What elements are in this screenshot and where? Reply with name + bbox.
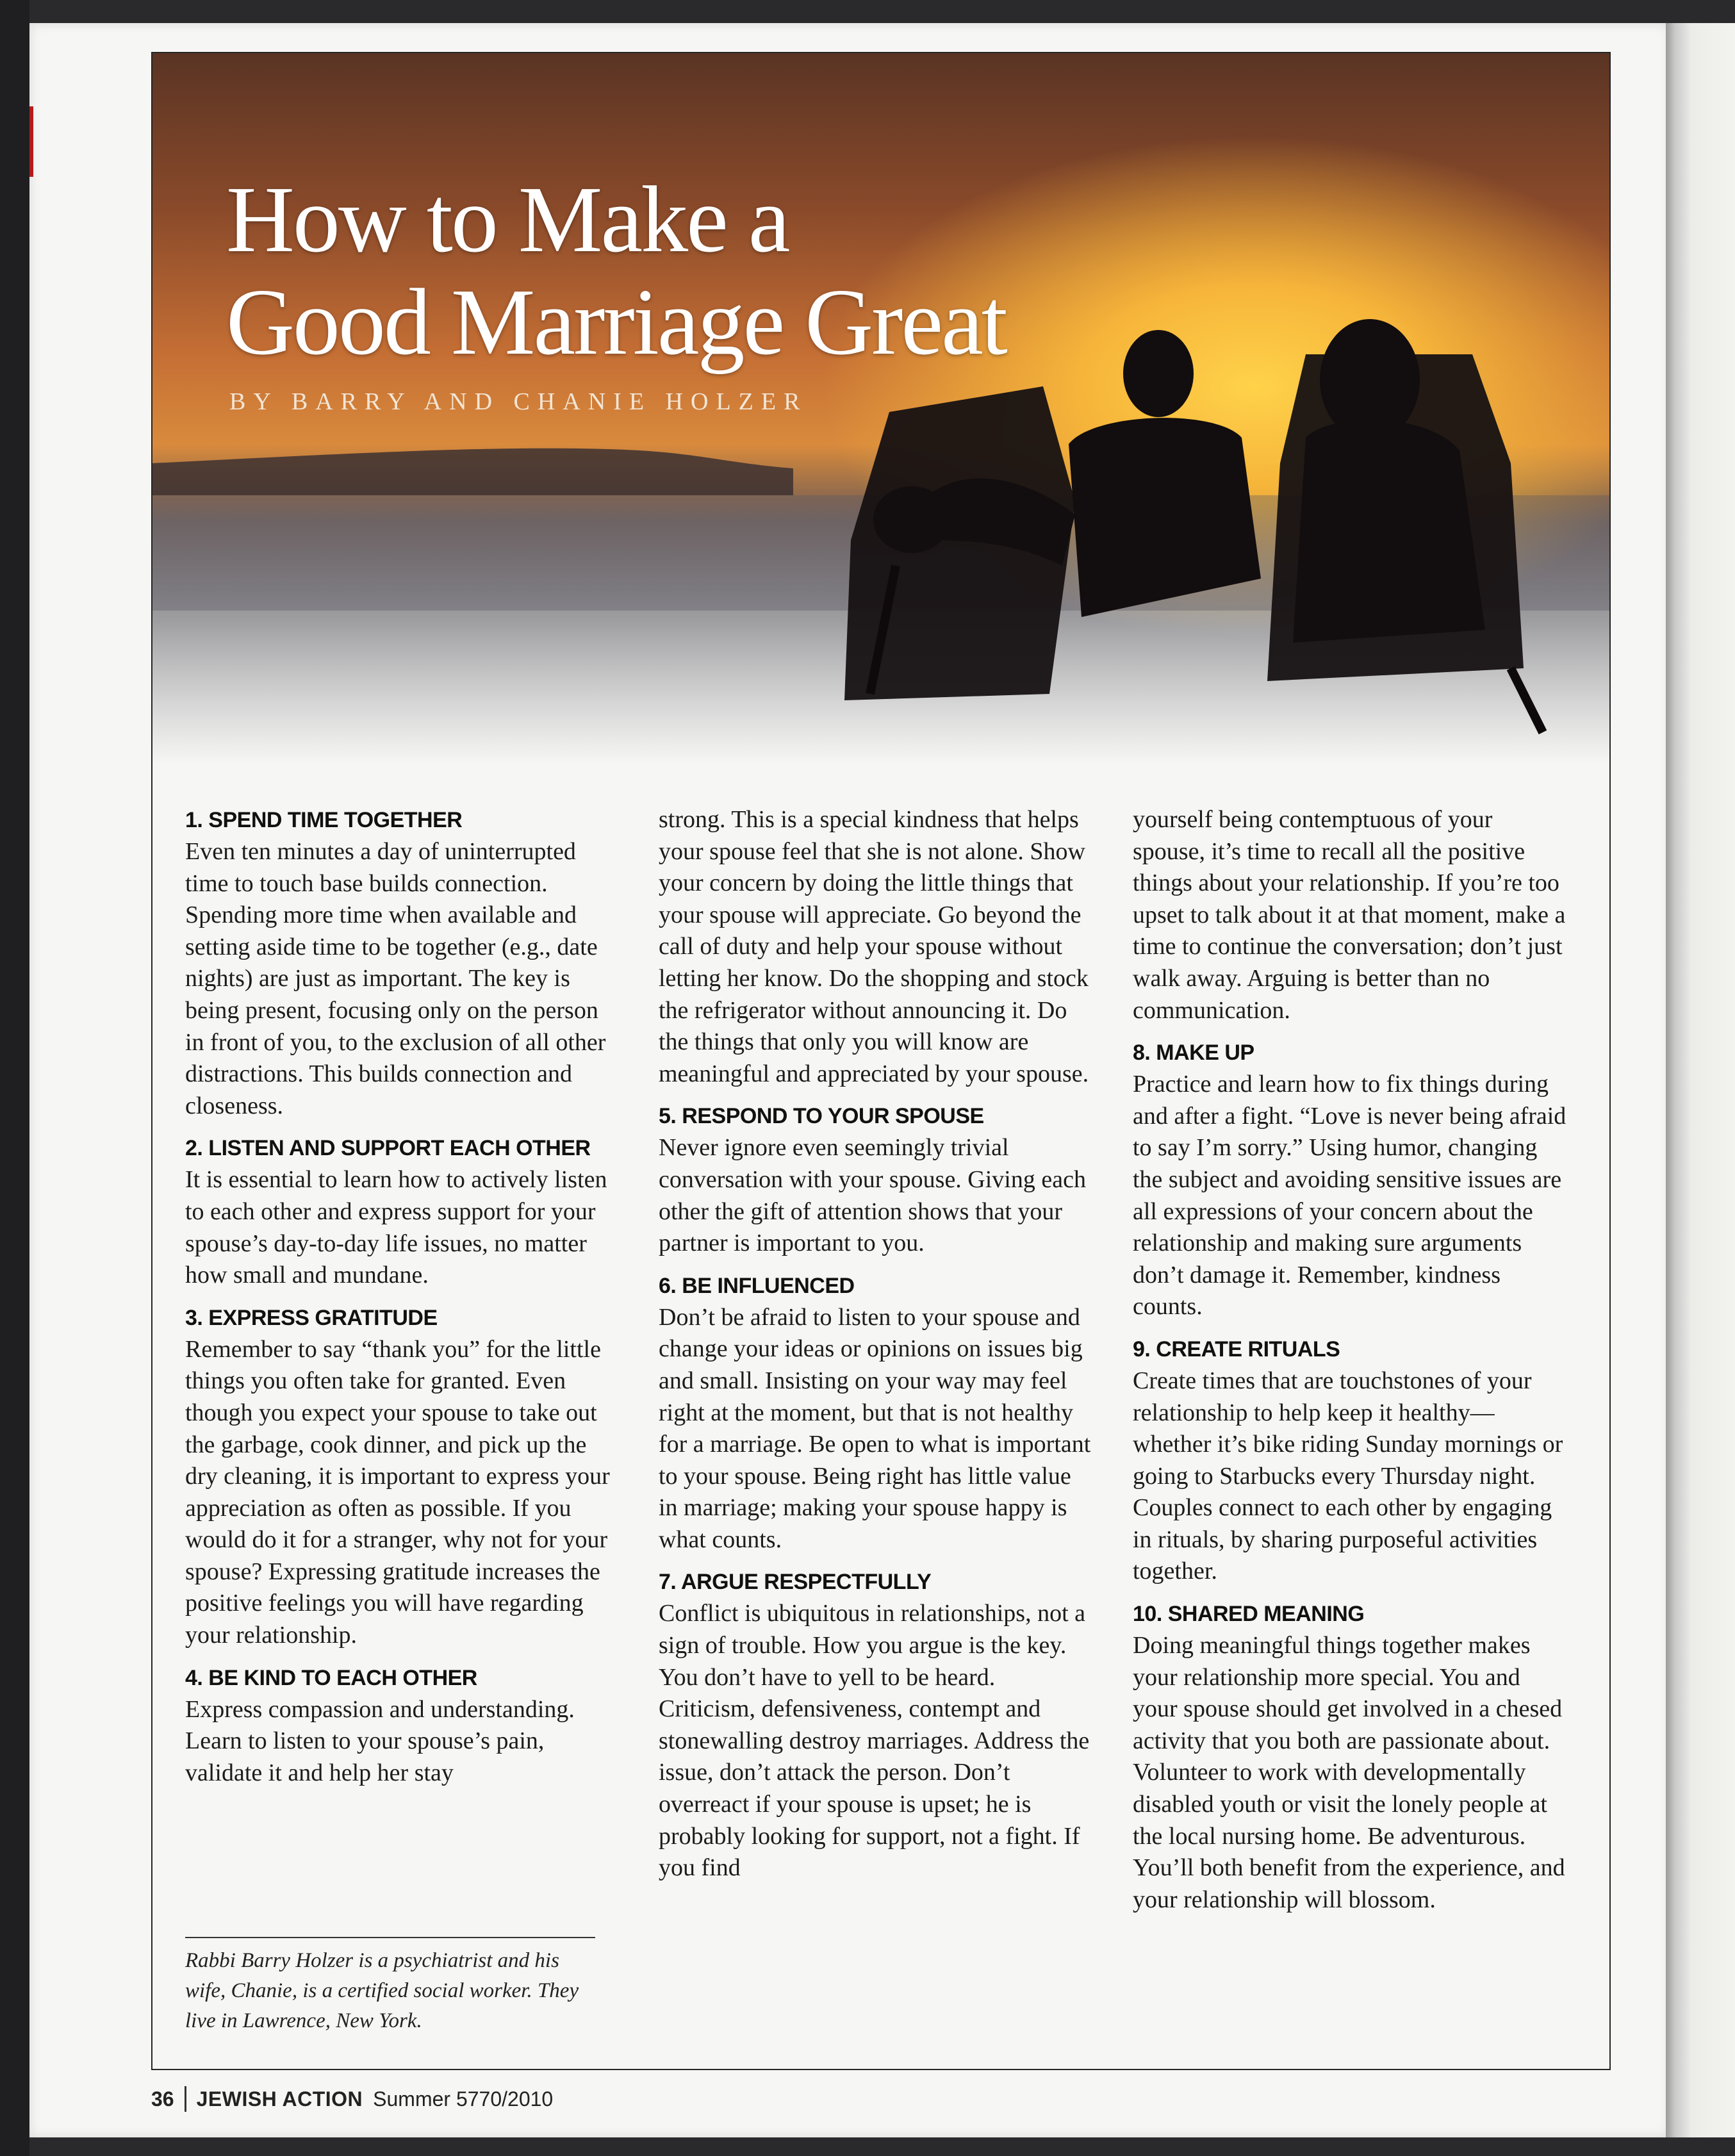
section-body: Remember to say “thank you” for the little things you often take for granted. Even though you expect your spouse to take out the garbage, cook dinner, and pick up the dry cleaning, it is important to express your appreciation as often as possible. If you would do it for a stranger, why not for your spouse? Expressing gratitude increases the positive feelings you will have regarding your relationship. <box>185 1335 610 1649</box>
section-be-kind <box>185 1662 621 1790</box>
article-frame <box>151 52 1611 2070</box>
text-column-3 <box>1133 804 1568 1926</box>
section-heading: 5. RESPOND TO YOUR SPOUSE <box>659 1104 984 1129</box>
section-body: Even ten minutes a day of uninterrupted time to touch base builds connection. Spending more time when available and setting aside time to be together (e.g., date nights) are just as important. The key is being present, focusing only on the person in front of you, to the exclusion of all other distractions. This builds connection and closeness. <box>185 838 606 1119</box>
page-edge-mark <box>29 106 33 177</box>
title-line-2: Good Marriage Great <box>226 270 1006 375</box>
facing-page-edge <box>1666 23 1735 2137</box>
issue-date: Summer 5770/2010 <box>373 2087 554 2111</box>
footer-divider <box>185 2086 186 2112</box>
section-body: Don’t be afraid to listen to your spouse and change your ideas or opinions on issues big and small. Insisting on your way may feel right at the moment, but that is not healthy for a marriage. Be open to what is important to your spouse. Being right has little value in marriage; making your spouse happy is what counts. <box>659 1303 1091 1553</box>
section-body: Create times that are touchstones of your relationship to help keep it healthy—whether it’s bike riding Sunday mornings or going to Starbucks every Thursday night. Couples connect to each other by engaging in rituals, by sharing purposeful activities together. <box>1133 1367 1563 1585</box>
text-column-2 <box>659 804 1094 1895</box>
section-body: Never ignore even seemingly trivial conversation with your spouse. Giving each other the gift of attention shows that your partner is important to you. <box>659 1134 1086 1257</box>
section-body: Practice and learn how to fix things during and after a fight. “Love is never being afraid to say I’m sorry.” Using humor, changing the subject and avoiding sensitive issues are all expressions of your concern about the relationship and making sure arguments don’t damage it. Remember, kindness counts. <box>1133 1071 1566 1321</box>
section-body: Conflict is ubiquitous in relationships, not a sign of trouble. How you argue is the key. You don’t have to yell to be heard. Criticism, defensiveness, contempt and stonewalling destroy marriages. Address the issue, don’t attack the person. Don’t overreact if your spouse is upset; he is probably looking for support, not a fight. If you find <box>659 1600 1090 1882</box>
title-line-1: How to Make a <box>226 167 789 272</box>
section-gratitude <box>185 1302 621 1652</box>
section-heading: 3. EXPRESS GRATITUDE <box>185 1305 438 1330</box>
article-title <box>226 169 1006 374</box>
section-heading: 2. LISTEN AND SUPPORT EACH OTHER <box>185 1136 591 1161</box>
section-body-continued: strong. This is a special kindness that helps your spouse feel that she is not alone. Show your concern by doing the little things that your spouse will appreciate. Go beyond the call of duty and help your spouse without letting her know. Do the shopping and stock the refrigerator without announcing it. Do the things that only you will know are meaningful and appreciated by your spouse. <box>659 806 1089 1087</box>
section-spend-time <box>185 804 621 1122</box>
page-number: 36 <box>151 2087 174 2111</box>
author-bio: Rabbi Barry Holzer is a psychiatrist and his wife, Chanie, is a certified social worker. They live in Lawrence, New York. <box>185 1937 595 2036</box>
publication-name: JEWISH ACTION <box>196 2087 363 2111</box>
magazine-page <box>29 23 1670 2137</box>
section-heading: 9. CREATE RITUALS <box>1133 1337 1340 1362</box>
page-footer <box>151 2080 553 2118</box>
section-heading: 4. BE KIND TO EACH OTHER <box>185 1665 477 1690</box>
section-make-up <box>1133 1037 1568 1323</box>
section-body-continued: yourself being contemptuous of your spouse, it’s time to recall all the positive things about your relationship. If you’re too upset to talk about it at that moment, make a time to continue the conversation; don’t just walk away. Arguing is better than no communication. <box>1133 806 1566 1024</box>
section-heading: 1. SPEND TIME TOGETHER <box>185 808 463 832</box>
byline: BY BARRY AND CHANIE HOLZER <box>229 388 808 415</box>
section-heading: 10. SHARED MEANING <box>1133 1602 1365 1627</box>
hero-photo <box>152 53 1609 764</box>
section-heading: 7. ARGUE RESPECTFULLY <box>659 1570 932 1595</box>
section-respond <box>659 1100 1094 1259</box>
section-body: Doing meaningful things together makes your relationship more special. You and your spouse should get involved in a chesed activity that you both are passionate about. Volunteer to work with developmentally disabled youth or visit the lonely people at the local nursing home. Be adventurous. You’ll both benefit from the experience, and your relationship will blossom. <box>1133 1632 1565 1913</box>
section-body: Express compassion and understanding. Learn to listen to your spouse’s pain, validate it and help her stay <box>185 1695 575 1786</box>
section-heading: 6. BE INFLUENCED <box>659 1273 855 1298</box>
section-body: It is essential to learn how to actively listen to each other and express support for your spouse’s day-to-day life issues, no matter how small and mundane. <box>185 1166 607 1289</box>
section-create-rituals <box>1133 1333 1568 1588</box>
section-shared-meaning <box>1133 1598 1568 1916</box>
section-listen-support <box>185 1132 621 1291</box>
text-column-1 <box>185 804 621 1799</box>
scan-background <box>0 0 29 2156</box>
section-argue-respectfully <box>659 1566 1094 1884</box>
section-heading: 8. MAKE UP <box>1133 1041 1254 1066</box>
section-be-influenced <box>659 1270 1094 1556</box>
